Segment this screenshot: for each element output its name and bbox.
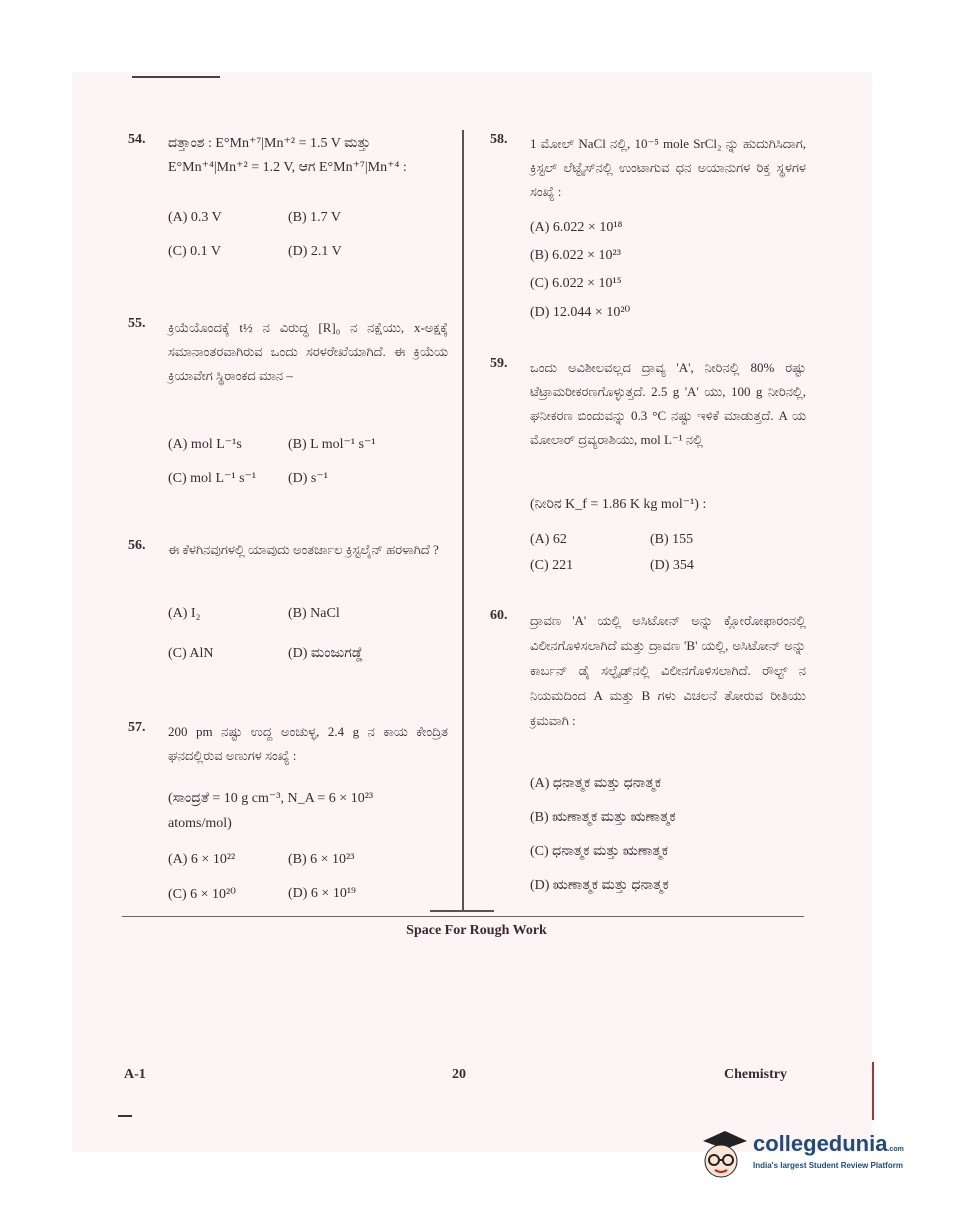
option-a: (A) 0.3 V — [168, 210, 222, 225]
question-text: ದ್ರಾವಣ 'A' ಯಲ್ಲಿ ಅಸಿಟೋನ್ ಅನ್ನು ಕ್ಲೋರೋಫಾರಂನಲ್ಲಿ ವಿಲೀನಗೊಳಿಸಲಾಗಿದೆ ಮತ್ತು ದ್ರಾವಣ 'B' ಯಲ್ಲಿ, ಅಸಿಟೋನ್ ಅನ್ನು ಕಾರ್ಬನ್ ಡೈ ಸಲ್ಫೈಡ್‌ನಲ್ಲಿ ವಿಲೀನಗೊಳಿಸಲಾಗಿದೆ. ರೌಲ್ಟ್ ನ ನಿಯಮದಿಂದ A ಮತ್ತು B ಗಳು ವಿಚಲನೆ ತೋರುವ ರೀತಿಯು ಕ್ರಮವಾಗಿ : — [530, 613, 806, 728]
option-d: (D) ಮಂಜುಗಡ್ಡೆ — [288, 646, 363, 661]
option-b: (B) 155 — [650, 532, 694, 547]
option-d: (D) 354 — [650, 558, 694, 573]
question-60 — [490, 608, 806, 733]
given-data: (ಸಾಂದ್ರತೆ = 10 g cm⁻³, N_A = 6 × 10²³ — [168, 791, 374, 806]
option-b: (B) ಋಣಾತ್ಮಕ ಮತ್ತು ಋಣಾತ್ಮಕ — [530, 810, 676, 825]
option-a: (A) ಧನಾತ್ಮಕ ಮತ್ತು ಧನಾತ್ಮಕ — [530, 776, 662, 791]
divider — [430, 910, 494, 912]
column-divider — [462, 130, 464, 910]
option-c: (C) ಧನಾತ್ಮಕ ಮತ್ತು ಋಣಾತ್ಮಕ — [530, 844, 669, 859]
collegedunia-logo — [695, 1127, 935, 1187]
option-b: (B) 1.7 V — [288, 210, 342, 225]
option-a: (A) I₂ — [168, 606, 201, 621]
logo-wordmark: collegedunia.com — [753, 1131, 904, 1156]
question-59 — [490, 356, 806, 452]
question-text: ಕ್ರಿಯೆಯೊಂದಕ್ಕೆ t½ ನ ವಿರುದ್ಧ [R]₀ ನ ನಕ್ಷೆಯು, x-ಅಕ್ಷಕ್ಕೆ ಸಮಾನಾಂತರವಾಗಿರುವ ಒಂದು ಸರಳರೇಖೆಯಾಗಿದೆ. ಈ ಕ್ರಿಯೆಯ ಕ್ರಿಯಾವೇಗ ಸ್ಥಿರಾಂಕದ ಮಾನ – — [168, 320, 448, 383]
given-data: atoms/mol) — [168, 816, 232, 831]
margin-mark — [118, 1115, 132, 1117]
option-d: (D) 6 × 10¹⁹ — [288, 886, 356, 901]
question-54 — [128, 132, 448, 180]
question-text: ಈ ಕೆಳಗಿನವುಗಳಲ್ಲಿ ಯಾವುದು ಅಂತರ್ಜಾಲ ಕ್ರಿಸ್ಟಲೈನ್ ಹರಳಾಗಿದೆ ? — [168, 542, 439, 557]
question-number: 54. — [128, 132, 146, 147]
question-57 — [128, 720, 448, 768]
question-number: 60. — [490, 608, 508, 623]
question-number: 55. — [128, 316, 146, 331]
option-c: (C) 0.1 V — [168, 244, 222, 259]
question-number: 58. — [490, 132, 508, 147]
option-b: (B) NaCl — [288, 606, 340, 621]
question-text: E°Mn⁺⁴|Mn⁺² = 1.2 V, ಆಗ E°Mn⁺⁷|Mn⁺⁴ : — [168, 160, 407, 175]
option-d: (D) 12.044 × 10²⁰ — [530, 305, 631, 320]
option-c: (C) 6 × 10²⁰ — [168, 887, 236, 902]
question-number: 56. — [128, 538, 146, 553]
top-rule — [132, 76, 220, 78]
question-55 — [128, 316, 448, 388]
option-c: (C) mol L⁻¹ s⁻¹ — [168, 471, 257, 486]
booklet-code: A-1 — [124, 1067, 146, 1082]
option-d: (D) 2.1 V — [288, 244, 342, 259]
option-c: (C) AlN — [168, 646, 214, 661]
page-number: 20 — [452, 1067, 466, 1082]
option-b: (B) 6.022 × 10²³ — [530, 248, 621, 263]
question-number: 59. — [490, 356, 508, 371]
divider — [122, 916, 804, 917]
question-text: 200 pm ನಷ್ಟು ಉದ್ದ ಅಂಚುಳ್ಳ, 2.4 g ನ ಕಾಯ ಕೇಂದ್ರಿತ ಘನದಲ್ಲಿರುವ ಅಣುಗಳ ಸಂಖ್ಯೆ : — [168, 724, 448, 763]
question-number: 57. — [128, 720, 146, 735]
question-text: 1 ಮೋಲ್ NaCl ನಲ್ಲಿ, 10⁻⁵ mole SrCl₂ ನ್ನು ಹುದುಗಿಸಿದಾಗ, ಕ್ರಿಸ್ಟಲ್ ಲೆಟ್ಟೈಸ್‌ನಲ್ಲಿ ಉಂಟಾಗುವ ಧನ ಅಯಾನುಗಳ ರಿಕ್ತ ಸ್ಥಳಗಳ ಸಂಖ್ಯೆ : — [530, 136, 806, 199]
mascot-icon — [695, 1127, 747, 1183]
rough-work-label: Space For Rough Work — [406, 923, 547, 938]
option-a: (A) mol L⁻¹s — [168, 437, 242, 452]
option-a: (A) 6 × 10²² — [168, 852, 236, 867]
option-a: (A) 62 — [530, 532, 567, 547]
question-text: ದತ್ತಾಂಶ : E°Mn⁺⁷|Mn⁺² = 1.5 V ಮತ್ತು — [168, 136, 371, 151]
option-c: (C) 221 — [530, 558, 574, 573]
given-data: (ನೀರಿನ K_f = 1.86 K kg mol⁻¹) : — [530, 497, 707, 512]
option-c: (C) 6.022 × 10¹⁵ — [530, 276, 622, 291]
question-56 — [128, 538, 448, 562]
option-b: (B) 6 × 10²³ — [288, 852, 355, 867]
logo-tagline: India's largest Student Review Platform — [753, 1161, 903, 1170]
question-text: ಒಂದು ಅವಿಶೀಲವಲ್ಲದ ದ್ರಾವ್ಯ 'A', ನೀರಿನಲ್ಲಿ 80% ರಷ್ಟು ಟೆಟ್ರಾಮರೀಕರಣಗೊಳ್ಳುತ್ತದೆ. 2.5 g 'A' ಯು, 100 g ನೀರಿನಲ್ಲಿ, ಘನೀಕರಣ ಬಿಂದುವನ್ನು 0.3 °C ನಷ್ಟು ಇಳಿಕೆ ಮಾಡುತ್ತದೆ. A ಯ ಮೋಲಾರ್ ದ್ರವ್ಯರಾಶಿಯು, mol L⁻¹ ನಲ್ಲಿ — [530, 360, 806, 447]
option-b: (B) L mol⁻¹ s⁻¹ — [288, 437, 376, 452]
option-d: (D) s⁻¹ — [288, 471, 328, 486]
question-58 — [490, 132, 806, 204]
margin-mark — [872, 1062, 874, 1120]
subject-label: Chemistry — [724, 1067, 787, 1082]
option-d: (D) ಋಣಾತ್ಮಕ ಮತ್ತು ಧನಾತ್ಮಕ — [530, 878, 669, 893]
option-a: (A) 6.022 × 10¹⁸ — [530, 220, 623, 235]
